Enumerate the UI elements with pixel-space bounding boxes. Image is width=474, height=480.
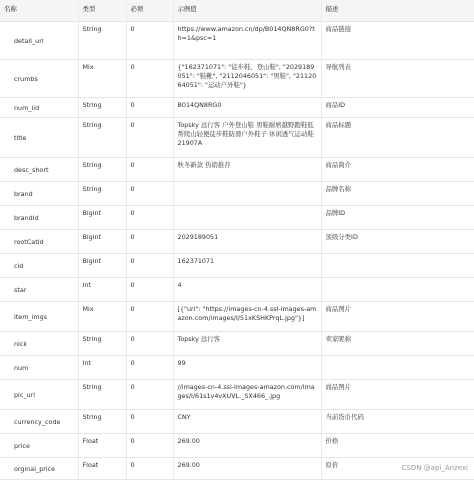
field-description-cell: 品牌ID	[321, 206, 474, 230]
field-type-cell: String	[78, 410, 126, 434]
field-required-cell: 0	[126, 118, 173, 158]
field-description-cell: 品牌名称	[321, 182, 474, 206]
field-name-cell: item_imgs	[0, 302, 78, 332]
field-required-cell: 0	[126, 332, 173, 356]
header-row	[0, 0, 474, 22]
field-description-cell: 当前货币代码	[321, 410, 474, 434]
field-example-cell: 4	[173, 278, 321, 302]
field-required-cell: 0	[126, 206, 173, 230]
table-row	[0, 60, 474, 98]
field-type-cell: Mix	[78, 302, 126, 332]
field-description-cell: 商品图片	[321, 380, 474, 410]
table-row	[0, 98, 474, 118]
field-example-cell: Topsky 远行客 户外登山鞋 男鞋耐磨越野跑鞋低帮爬山轻便徒步鞋防滑户外鞋子 休闲透气运动鞋 21907A	[173, 118, 321, 158]
table-row	[0, 278, 474, 302]
header-description: 描述	[321, 0, 474, 22]
field-name-cell: detail_url	[0, 22, 78, 60]
field-required-cell: 0	[126, 458, 173, 480]
table-row	[0, 356, 474, 380]
field-required-cell: 0	[126, 410, 173, 434]
field-name-cell: rootCatId	[0, 230, 78, 254]
table-row	[0, 332, 474, 356]
field-example-cell: 269.00	[173, 458, 321, 480]
field-type-cell: String	[78, 22, 126, 60]
table-row	[0, 158, 474, 182]
field-type-cell: Bigint	[78, 230, 126, 254]
table-row	[0, 380, 474, 410]
field-required-cell: 0	[126, 356, 173, 380]
field-name-cell: desc_short	[0, 158, 78, 182]
field-name-cell: price	[0, 434, 78, 458]
table-row	[0, 182, 474, 206]
field-name-cell: star	[0, 278, 78, 302]
field-required-cell: 0	[126, 60, 173, 98]
table-row	[0, 230, 474, 254]
field-type-cell: Float	[78, 458, 126, 480]
field-example-cell: {"162371071": "徒步鞋、登山鞋", "2029189051": "鞋靴", "2112046051": "男鞋", "2112064051": "运动户外鞋"}	[173, 60, 321, 98]
field-type-cell: String	[78, 118, 126, 158]
field-name-cell: orginal_price	[0, 458, 78, 480]
field-required-cell: 0	[126, 98, 173, 118]
field-required-cell: 0	[126, 278, 173, 302]
field-required-cell: 0	[126, 302, 173, 332]
field-name-cell: brand	[0, 182, 78, 206]
field-description-cell	[321, 254, 474, 278]
field-type-cell: Int	[78, 356, 126, 380]
field-name-cell: pic_url	[0, 380, 78, 410]
table-body	[0, 22, 474, 480]
field-description-cell: 商品ID	[321, 98, 474, 118]
field-type-cell: Int	[78, 278, 126, 302]
field-description-cell	[321, 278, 474, 302]
table-header	[0, 0, 474, 22]
field-example-cell	[173, 206, 321, 230]
watermark: CSDN @api_Anzexi	[401, 464, 468, 472]
field-example-cell	[173, 182, 321, 206]
field-description-cell: 导航列表	[321, 60, 474, 98]
field-name-cell: nick	[0, 332, 78, 356]
field-description-cell	[321, 356, 474, 380]
field-type-cell: Bigint	[78, 254, 126, 278]
field-type-cell: Mix	[78, 60, 126, 98]
field-type-cell: String	[78, 380, 126, 410]
field-type-cell: Float	[78, 434, 126, 458]
field-description-cell: 商品简介	[321, 158, 474, 182]
field-name-cell: num_iid	[0, 98, 78, 118]
table-row	[0, 302, 474, 332]
field-required-cell: 0	[126, 182, 173, 206]
field-example-cell: 99	[173, 356, 321, 380]
field-type-cell: String	[78, 332, 126, 356]
header-type: 类型	[78, 0, 126, 22]
field-description-cell: 商品图片	[321, 302, 474, 332]
field-example-cell: 秋冬新款 热销推荐	[173, 158, 321, 182]
field-description-cell: 价格	[321, 434, 474, 458]
field-example-cell: 269.00	[173, 434, 321, 458]
field-example-cell: CNY	[173, 410, 321, 434]
field-example-cell: [{"url": "https://images-cn-4.ssl-images-amazon.com/images/I/51xKSHKPrqL.jpg"}]	[173, 302, 321, 332]
field-name-cell: num	[0, 356, 78, 380]
table-row	[0, 434, 474, 458]
field-name-cell: crumbs	[0, 60, 78, 98]
field-example-cell: https://www.amazon.cn/dp/B014QN8RG0?th=1&psc=1	[173, 22, 321, 60]
header-example: 示例值	[173, 0, 321, 22]
field-example-cell: 162371071	[173, 254, 321, 278]
table-row	[0, 254, 474, 278]
field-required-cell: 0	[126, 22, 173, 60]
field-example-cell: Topsky 远行客	[173, 332, 321, 356]
field-required-cell: 0	[126, 380, 173, 410]
field-type-cell: String	[78, 98, 126, 118]
field-name-cell: currency_code	[0, 410, 78, 434]
field-required-cell: 0	[126, 434, 173, 458]
field-required-cell: 0	[126, 230, 173, 254]
field-required-cell: 0	[126, 158, 173, 182]
field-description-cell: 商品标题	[321, 118, 474, 158]
field-description-cell: 商品链接	[321, 22, 474, 60]
field-type-cell: String	[78, 182, 126, 206]
field-description-cell: 顶级分类ID	[321, 230, 474, 254]
field-type-cell: String	[78, 158, 126, 182]
field-example-cell: 2029189051	[173, 230, 321, 254]
header-name: 名称	[0, 0, 78, 22]
field-example-cell: B014QN8RG0	[173, 98, 321, 118]
table-row	[0, 22, 474, 60]
field-required-cell: 0	[126, 254, 173, 278]
field-name-cell: cid	[0, 254, 78, 278]
field-description-cell: 卖家昵称	[321, 332, 474, 356]
field-name-cell: title	[0, 118, 78, 158]
field-type-cell: Bigint	[78, 206, 126, 230]
field-example-cell: //images-cn-4.ssl-images-amazon.com/images/I/61s1v4vXUVL._SX466_.jpg	[173, 380, 321, 410]
field-description-cell: 原价	[321, 458, 474, 480]
table-row	[0, 410, 474, 434]
header-required: 必须	[126, 0, 173, 22]
table-row	[0, 206, 474, 230]
field-name-cell: brandId	[0, 206, 78, 230]
table-row	[0, 118, 474, 158]
